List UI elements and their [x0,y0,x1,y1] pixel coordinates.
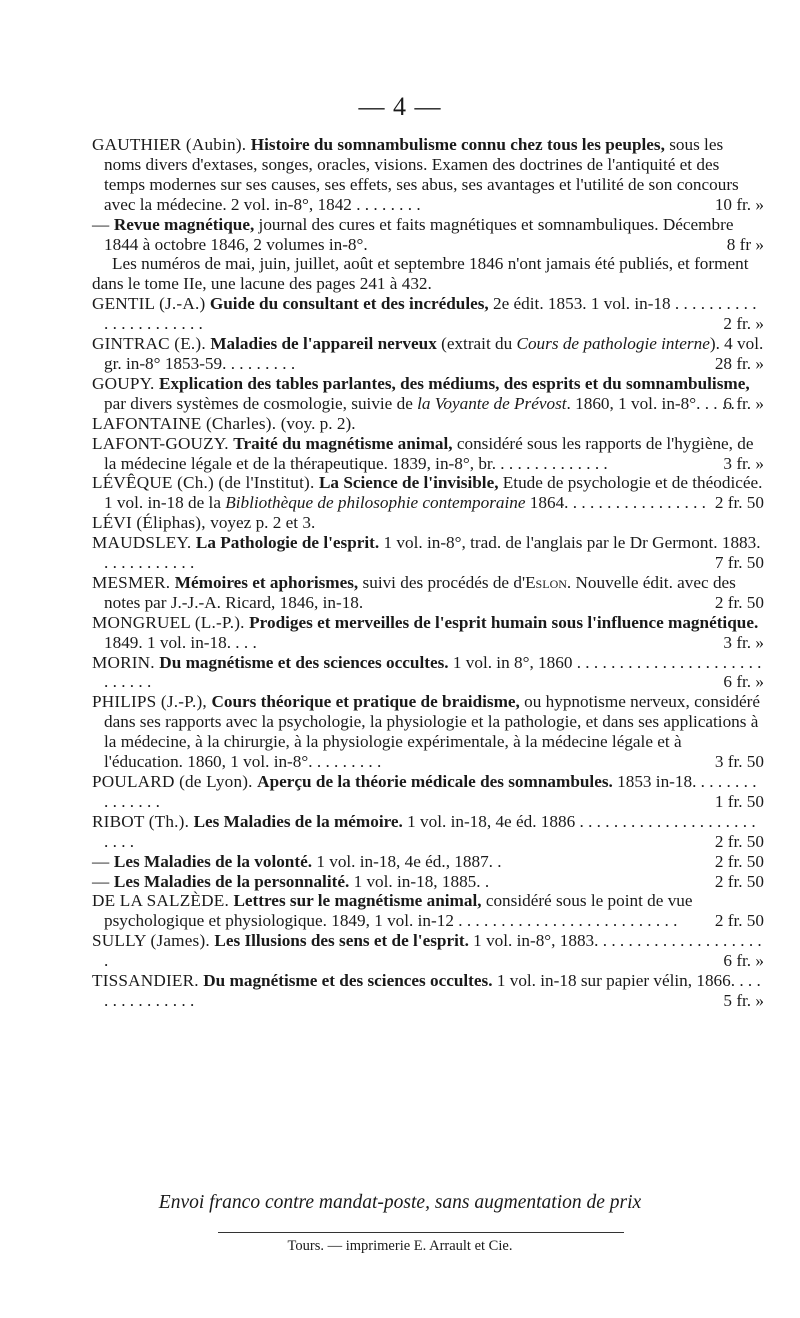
entry-author: — [92,214,114,234]
catalog-entry [92,692,764,772]
entry-author: LAFONTAINE (Charles). [92,413,281,433]
entry-author: LAFONT-GOUZY. [92,433,234,453]
footer-rule [218,1232,624,1233]
catalog-entry [92,573,764,613]
entry-author: SULLY (James). [92,931,215,951]
entry-price: 2 fr. 50 [714,871,764,891]
entry-details: 2e édit. 1853. 1 vol. in-18 . . . . . . . . . . . . . . . . . . . . . . [104,294,757,334]
entry-title: Cours théorique et pratique de braidisme, [211,692,520,712]
catalog-entry [92,334,764,374]
catalog-entry [92,653,764,693]
catalog-entry [92,533,764,573]
entry-details-cont: . 1860, 1 vol. in-8°. . . . . [566,393,735,413]
catalog-entry [92,473,764,513]
entry-author: MESMER. [92,572,175,592]
entry-price: 5 fr. » [723,990,764,1010]
entry-author: — [92,851,114,871]
catalog-entry [92,613,764,653]
entry-details: journal des cures et faits magnétiques et somnambuliques. Décembre 1844 à octobre 1846, 2 volumes in-8°. [104,214,734,254]
catalog-entry [92,812,764,852]
catalog-entry [92,135,764,215]
entry-price: 6 fr. » [723,951,764,971]
shipping-note: Envoi franco contre mandat-poste, sans augmentation de prix [158,1192,642,1213]
entry-author: GINTRAC (E.). [92,334,211,354]
entry-author: PHILIPS (J.-P.), [92,692,212,712]
catalog-entry [92,872,764,892]
catalog-entry [92,414,764,434]
entry-author: RIBOT (Th.). [92,811,194,831]
entry-price: 8 fr » [726,234,764,254]
catalog-entry [92,374,764,414]
entry-author: MORIN. [92,652,160,672]
entry-details: Etude de psychologie et de théodicée. 1 vol. in-18 de la [104,473,763,513]
entry-title: Les Maladies de la volonté. [113,851,313,871]
entry-author: POULARD (de Lyon). [92,772,258,791]
entry-author: LÉVI (Éliphas), [92,513,211,533]
entry-details: suivi des procédés de d' [358,572,526,592]
entry-title: Guide du consultant et des incrédules, [209,294,489,314]
entry-author: — [92,871,114,891]
entry-title: Du magnétisme et des sciences occultes. [159,652,449,672]
catalog-entry [92,891,764,931]
entry-title: Traité du magnétisme animal, [233,433,453,453]
entry-details: 1 vol. in-8°, 1883. . . . . . . . . . . . . . . . . . . . . [104,931,762,971]
entry-title: Les Illusions des sens et de l'esprit. [214,931,469,951]
entry-details: par divers systèmes de cosmologie, suivie de [104,393,418,413]
entry-title: Revue magnétique, [113,214,255,234]
entry-details-cont: . Nouvelle édit. avec des notes par J.-J.-A. Ricard, 1846, in-18. [104,572,736,612]
entry-author: LÉVÊQUE (Ch.) (de l'Institut). [92,473,319,493]
entry-title: Histoire du somnambulisme connu chez tous les peuples, [250,135,665,154]
entry-price: 3 fr. » [723,632,764,652]
entry-author: MONGRUEL (L.-P.). [92,612,250,632]
catalog-entry [92,215,764,255]
catalog-entry [92,772,764,812]
entry-author: TISSANDIER. [92,971,204,991]
entry-title: Aperçu de la théorie médicale des somnambules. [257,772,613,791]
entry-details-cont: 1864. . . . . . . . . . . . . . . . . [525,493,706,513]
entry-title: Du magnétisme et des sciences occultes. [203,971,493,991]
page-number: — 4 — [358,92,442,121]
entry-title: Mémoires et aphorismes, [174,572,359,592]
entry-price: 2 fr. 50 [714,592,764,612]
entry-details: 1 vol. in-18, 4e éd. 1886 . . . . . . . . . . . . . . . . . . . . . . . . . [104,811,756,851]
entry-title: Explication des tables parlantes, des médiums, des esprits et du somnambulisme, [159,373,750,393]
entry-details: 1 vol. in 8°, 1860 . . . . . . . . . . . . . . . . . . . . . . . . . . . . [104,652,762,692]
entry-details: (extrait du [436,334,517,354]
entry-price: 2 fr. 50 [714,493,764,513]
entry-price: 1 fr. 50 [714,791,764,811]
entry-details-cont: ). 4 vol. gr. in-8° 1853-59. . . . . . . . . [104,334,764,373]
entry-title: Prodiges et merveilles de l'esprit humain sous l'influence magnétique. [249,612,759,632]
catalog-entry [92,294,764,334]
entry-title: La Pathologie de l'esprit. [195,533,380,553]
entry-price: 6 fr. » [723,393,764,413]
entry-smallcaps: Eslon [525,572,567,592]
printer-imprint: Tours. — imprimerie E. Arrault et Cie. [287,1238,513,1254]
catalog-entry [92,971,764,1011]
entry-details: 1 vol. in-18, 4e éd., 1887. . [312,851,502,871]
entry-details: 1 vol. in-18 sur papier vélin, 1866. . . . . . . . . . . . . . . [104,971,761,1010]
entry-price: 2 fr. 50 [714,911,764,931]
note-text: Les numéros de mai, juin, juillet, août et septembre 1846 n'ont jamais été publiés, et forment dans le tome IIe, une lacune des pages 241 à 432. [92,254,749,294]
entry-details: considéré sous les rapports de l'hygiène, de la médecine légale et de la thérapeutique. 1839, in-8°, br. . . . . . . . . . . . . . [104,433,754,473]
entry-title: Les Maladies de la mémoire. [193,811,403,831]
entry-price: 3 fr. » [723,453,764,473]
book-list [92,135,764,1011]
entry-details: 1 vol. in-8°, trad. de l'anglais par le Dr Germont. 1883. . . . . . . . . . . . [104,533,761,573]
entry-title: Lettres sur le magnétisme animal, [233,891,482,911]
entry-author: GOUPY. [92,373,159,393]
entry-title: La Science de l'invisible, [318,473,499,493]
entry-price: 2 fr. » [723,314,764,334]
entry-details: ou hypnotisme nerveux, considéré dans ses rapports avec la psychologie, la physiologie et la pathologie, et dans ses applications à la médecine, à la chirurgie, à la physiologie expérimentale, à la médecine légale et à l'éducation. 1860, 1 vol. in-8°. . . . . . . . . [104,692,760,772]
entry-author: GAUTHIER (Aubin). [92,135,251,154]
entry-price: 3 fr. 50 [714,752,764,772]
catalog-entry [92,852,764,872]
entry-author: GENTIL (J.-A.) [92,294,210,314]
entry-details: 1 vol. in-18, 1885. . [349,871,490,891]
entry-details: 1849. 1 vol. in-18. . . . [104,632,257,652]
entry-author: DE LA SALZÈDE. [92,891,234,911]
entry-italic: la Voyante de Prévost [417,393,567,413]
entry-italic: Cours de pathologie interne [516,334,710,354]
entry-title: Les Maladies de la personnalité. [113,871,350,891]
entry-title: Maladies de l'appareil nerveux [210,334,437,354]
entry-author: MAUDSLEY. [92,533,196,553]
entry-italic: Bibliothèque de philosophie contemporaine [225,493,526,513]
entry-details: voyez p. 2 et 3. [210,513,316,533]
entry-price: 2 fr. 50 [714,831,764,851]
catalog-entry [92,434,764,474]
entry-details: sous les noms divers d'extases, songes, oracles, visions. Examen des doctrines de l'antiquité et des temps modernes sur ses causes, ses effets, ses abus, ses avantages et l'utilité de son concours avec la médecine. 2 vol. in-8°, 1842 . . . . . . . . [104,135,739,214]
entry-price: 2 fr. 50 [714,851,764,871]
entry-price: 7 fr. 50 [714,553,764,573]
entry-price: 6 fr. » [723,672,764,692]
entry-details: (voy. p. 2). [280,413,356,433]
catalog-entry [92,513,764,533]
entry-details: considéré sous le point de vue psychologique et physiologique. 1849, 1 vol. in-12 . . . . . . . . . . . . . . . . . . . . . . . . . . [104,891,693,931]
entry-price: 10 fr. » [714,194,764,214]
catalog-entry [92,931,764,971]
entry-price: 28 fr. » [714,353,764,373]
entry-details: 1853 in-18. . . . . . . . . . . . . . . [104,772,757,811]
catalog-note [92,254,764,294]
